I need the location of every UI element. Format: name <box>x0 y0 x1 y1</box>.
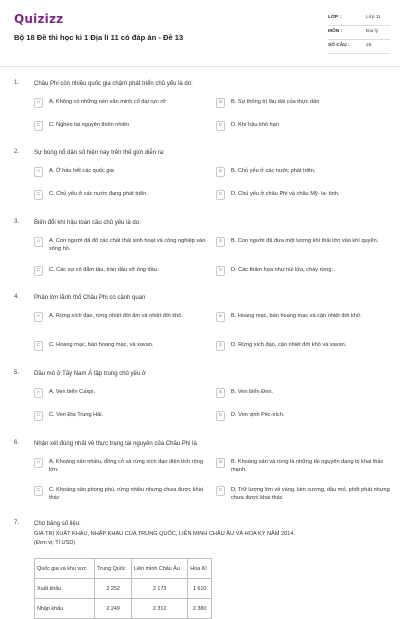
page-title: Bộ 18 Đề thi học kì 1 Địa lí 11 có đáp án - Đề 13 <box>14 33 184 42</box>
option-b[interactable] <box>216 167 392 177</box>
option-text: A. Không có những nền văn minh cổ đại rực rỡ <box>49 99 166 105</box>
option-text: C. Hoang mạc, bán hoang mạc, và xavan. <box>49 342 154 348</box>
table-cell: 2 252 <box>95 579 132 599</box>
option-badge: C <box>34 486 43 496</box>
question-text: Cho bảng số liệu: <box>34 521 81 527</box>
option-text: B. Ven biển Đen. <box>231 389 273 395</box>
table-header-cell: Hoa Kì <box>188 559 212 579</box>
question-text: Sự bùng nổ dân số hiện nay trên thế giới diễn ra: <box>34 150 165 156</box>
meta-class <box>328 12 390 26</box>
question-number: 2. <box>14 149 20 155</box>
option-text: D. Khí hậu khô hạn <box>231 122 279 128</box>
table-cell: Nhập khẩu <box>35 599 95 619</box>
option-d[interactable] <box>216 266 392 276</box>
question-text: Dầu mỏ ở Tây Nam Á tập trung chủ yếu ở <box>34 371 146 377</box>
option-badge: A <box>34 458 43 468</box>
option-d[interactable] <box>216 411 392 421</box>
option-text: B. Hoang mạc, bán hoang mạc và cận nhiệt đới khô. <box>231 313 362 319</box>
option-a[interactable] <box>34 458 212 474</box>
option-b[interactable] <box>216 237 392 247</box>
table-title: GIÁ TRỊ XUẤT KHẨU, NHẬP KHẨU CỦA TRUNG QUỐC, LIÊN MINH CHÂU ÂU VÀ HOA KỲ NĂM 2014. <box>34 531 295 537</box>
option-text: D. Chủ yếu ở châu Phi và châu Mỹ- la- tinh. <box>231 191 340 197</box>
option-badge: C <box>34 190 43 200</box>
meta-class-value: Lớp 11 <box>366 15 381 20</box>
option-text: D. Ven vịnh Péc-xích. <box>231 412 285 418</box>
option-badge: C <box>34 341 43 351</box>
option-badge: B <box>216 237 225 247</box>
option-badge: A <box>34 237 43 247</box>
meta-count-value: 28 <box>366 43 372 48</box>
option-badge: B <box>216 98 225 108</box>
option-text: A. Ở hầu hết các quốc gia <box>49 168 114 174</box>
option-badge: A <box>34 98 43 108</box>
option-text: D. Trữ lượng lớn về vàng, kim cương, dầu mỏ, phốt phát nhưng chưa được khai thác <box>231 487 390 501</box>
option-text: C. Ven Địa Trung Hải. <box>49 412 104 418</box>
option-a[interactable] <box>34 167 212 177</box>
option-badge: C <box>34 121 43 131</box>
option-badge: D <box>216 190 225 200</box>
option-b[interactable] <box>216 458 392 474</box>
table-cell: 2 173 <box>131 579 187 599</box>
table-cell: 1 610 <box>188 579 212 599</box>
table-header-cell: Trung Quốc <box>95 559 132 579</box>
option-d[interactable] <box>216 486 392 502</box>
option-b[interactable] <box>216 98 392 108</box>
question-number: 3. <box>14 219 20 225</box>
question-number: 7. <box>14 520 20 526</box>
meta-class-label: LỚP : <box>328 15 342 20</box>
option-text: C. Các sự cố đắm tàu, tràn dầu vỡ ống dầu. <box>49 267 159 273</box>
option-badge: B <box>216 312 225 322</box>
option-a[interactable] <box>34 312 212 322</box>
option-b[interactable] <box>216 312 392 322</box>
option-text: D. Rừng xích đạo, cận nhiệt đới khô và xavan. <box>231 342 347 348</box>
meta-count-label: SỐ CÂU : <box>328 43 350 48</box>
option-badge: B <box>216 167 225 177</box>
table-unit: (Đơn vị: Tỉ USD) <box>34 540 76 546</box>
option-text: A. Con người đã đổ các chất thải sinh hoạt và công nghiệp vào sông hồ. <box>49 238 206 252</box>
option-text: C. Khoáng sản phong phú, rừng nhiều nhưng chưa được khai thác <box>49 487 203 501</box>
option-c[interactable] <box>34 190 212 200</box>
question-text: Nhận xét đúng nhất về thực trạng tài nguyên của Châu Phi là <box>34 441 197 447</box>
option-badge: A <box>34 388 43 398</box>
option-text: B. Khoáng sản và rừng là những tài nguyên đang bị khai thác mạnh. <box>231 459 384 473</box>
table-cell: 2 312 <box>131 599 187 619</box>
option-text: A. Ven biển Caxpi. <box>49 389 96 395</box>
option-text: B. Con người đã đưa một lượng khí thải lớn vào khí quyển. <box>231 238 379 244</box>
option-text: B. Chủ yếu ở các nước phát triển. <box>231 168 316 174</box>
option-badge: A <box>34 312 43 322</box>
meta-subject <box>328 26 390 40</box>
header-divider <box>0 66 400 67</box>
question-text: Châu Phi còn nhiều quốc gia chậm phát triển chủ yếu là do: <box>34 81 193 87</box>
option-a[interactable] <box>34 388 212 398</box>
quizizz-logo: Quizizz <box>14 12 64 26</box>
option-badge: D <box>216 341 225 351</box>
option-badge: A <box>34 167 43 177</box>
table-cell: Xuất khẩu <box>35 579 95 599</box>
option-d[interactable] <box>216 190 392 200</box>
option-c[interactable] <box>34 266 212 276</box>
option-text: A. Khoáng sản nhiều, đồng cỏ và rừng xích đạo diện tích rộng lớn. <box>49 459 203 473</box>
option-d[interactable] <box>216 341 392 351</box>
option-c[interactable] <box>34 411 212 421</box>
header <box>0 0 400 66</box>
option-badge: D <box>216 486 225 496</box>
option-c[interactable] <box>34 121 212 131</box>
option-d[interactable] <box>216 121 392 131</box>
option-badge: D <box>216 266 225 276</box>
option-text: C. Chủ yếu ở các nước đang phát triển. <box>49 191 148 197</box>
option-c[interactable] <box>34 486 212 502</box>
table-cell: 2 249 <box>95 599 132 619</box>
table-header-cell: Quốc gia và khu vực <box>35 559 95 579</box>
option-badge: B <box>216 388 225 398</box>
question-number: 4. <box>14 294 20 300</box>
question-number: 1. <box>14 80 20 86</box>
option-badge: D <box>216 411 225 421</box>
option-text: A. Rừng xích đạo, rừng nhiệt đới ẩm và nhiệt đới khô. <box>49 313 183 319</box>
table-cell: 2 380 <box>188 599 212 619</box>
meta-panel <box>328 12 390 54</box>
option-badge: B <box>216 458 225 468</box>
table-header-row <box>35 559 212 579</box>
option-b[interactable] <box>216 388 392 398</box>
data-table <box>34 558 212 619</box>
option-text: C. Nghèo tài nguyên thiên nhiên <box>49 122 129 128</box>
option-c[interactable] <box>34 341 212 351</box>
meta-subject-label: MÔN : <box>328 29 343 34</box>
meta-count <box>328 40 390 54</box>
question-number: 5. <box>14 370 20 376</box>
table-row <box>35 579 212 599</box>
table-header-cell: Liên minh Châu Âu <box>131 559 187 579</box>
table-row <box>35 599 212 619</box>
option-text: D. Các thảm họa như núi lửa, cháy rừng. <box>231 267 334 273</box>
question-text: Phần lớn lãnh thổ Châu Phi có cảnh quan <box>34 295 146 301</box>
question-text: Biến đổi khí hậu toàn cầu chủ yếu là do: <box>34 220 141 226</box>
option-text: B. Sự thống trị lâu dài của thực dân <box>231 99 320 105</box>
option-a[interactable] <box>34 98 212 108</box>
meta-subject-value: Địa lý <box>366 29 378 34</box>
option-badge: C <box>34 266 43 276</box>
option-a[interactable] <box>34 237 212 253</box>
question-number: 6. <box>14 440 20 446</box>
option-badge: C <box>34 411 43 421</box>
option-badge: D <box>216 121 225 131</box>
